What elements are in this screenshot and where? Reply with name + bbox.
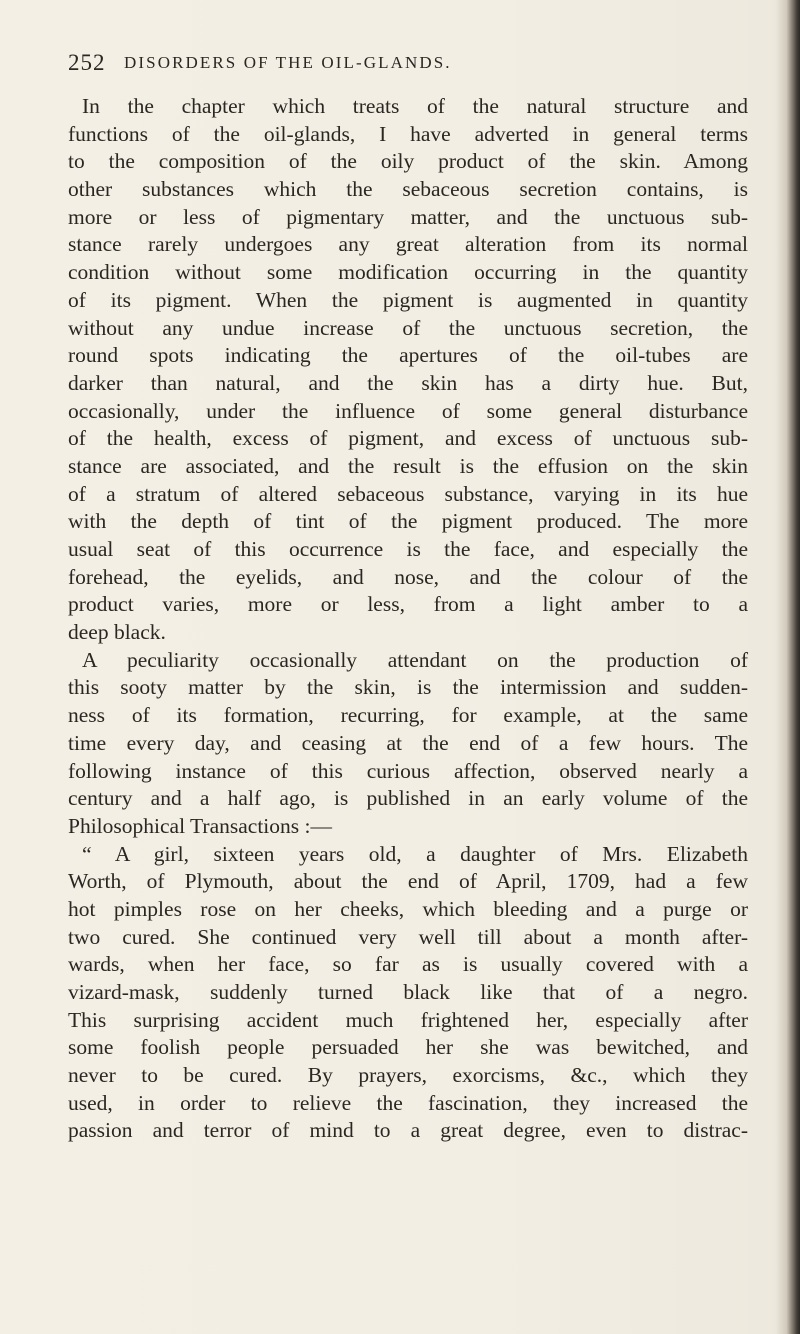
running-head: DISORDERS OF THE OIL-GLANDS. (124, 53, 452, 72)
text-line: usual seat of this occurrence is the face, and especially the (68, 537, 748, 561)
text-line: occasionally, under the influence of some general disturbance (68, 398, 748, 423)
text-line: stance rarely undergoes any great alteration from its normal (68, 232, 748, 257)
text-line: Worth, of Plymouth, about the end of April, 1709, had a few (68, 869, 748, 894)
text-line: In the chapter which treats of the natural structure and (82, 94, 748, 118)
text-line: this sooty matter by the skin, is the intermission and sudden- (68, 675, 748, 700)
text-line: stance are associated, and the result is the effusion on the skin (68, 453, 748, 478)
page-gutter-shadow (776, 0, 786, 1334)
page-number: 252 (68, 50, 106, 75)
page-edge (786, 0, 800, 1334)
text-line: following instance of this curious affection, observed nearly a (68, 758, 748, 783)
text-line: Philosophical Transactions :— (68, 813, 332, 838)
text-line: wards, when her face, so far as is usually covered with a (68, 952, 748, 977)
text-line: some foolish people persuaded her she was bewitched, and (68, 1035, 748, 1060)
text-line: never to be cured. By prayers, exorcisms, &c., which they (68, 1063, 748, 1088)
text-line: darker than natural, and the skin has a dirty hue. But, (68, 370, 748, 395)
text-line: of its pigment. When the pigment is augmented in quantity (68, 287, 748, 312)
text-line: condition without some modification occurring in the quantity (68, 260, 748, 285)
text-line: hot pimples rose on her cheeks, which bleeding and a purge or (68, 896, 748, 921)
text-line: product varies, more or less, from a light amber to a (68, 592, 748, 617)
body-text (68, 93, 748, 1145)
text-line: other substances which the sebaceous secretion contains, is (68, 177, 748, 202)
text-line: century and a half ago, is published in an early volume of the (68, 786, 748, 811)
text-line: of the health, excess of pigment, and excess of unctuous sub- (68, 426, 748, 451)
text-line: forehead, the eyelids, and nose, and the colour of the (68, 564, 748, 589)
text-line: without any undue increase of the unctuous secretion, the (68, 315, 748, 340)
page-header (68, 50, 748, 80)
text-line: A peculiarity occasionally attendant on the production of (82, 647, 748, 672)
text-line: more or less of pigmentary matter, and the unctuous sub- (68, 204, 748, 229)
text-line: time every day, and ceasing at the end of a few hours. The (68, 730, 748, 755)
text-line: two cured. She continued very well till about a month after- (68, 924, 748, 949)
text-line: passion and terror of mind to a great degree, even to distrac- (68, 1118, 748, 1143)
text-line: deep black. (68, 620, 166, 645)
text-line: round spots indicating the apertures of the oil-tubes are (68, 343, 748, 368)
text-line: of a stratum of altered sebaceous substance, varying in its hue (68, 481, 748, 506)
text-line: used, in order to relieve the fascination, they increased the (68, 1090, 748, 1115)
text-line: “ A girl, sixteen years old, a daughter of Mrs. Elizabeth (82, 841, 748, 866)
text-line: ness of its formation, recurring, for example, at the same (68, 703, 748, 728)
text-line: This surprising accident much frightened her, especially after (68, 1007, 748, 1032)
text-line: vizard-mask, suddenly turned black like that of a negro. (68, 980, 748, 1004)
text-line: functions of the oil-glands, I have adverted in general terms (68, 121, 748, 146)
text-line: with the depth of tint of the pigment produced. The more (68, 509, 748, 534)
text-line: to the composition of the oily product of the skin. Among (68, 149, 748, 174)
